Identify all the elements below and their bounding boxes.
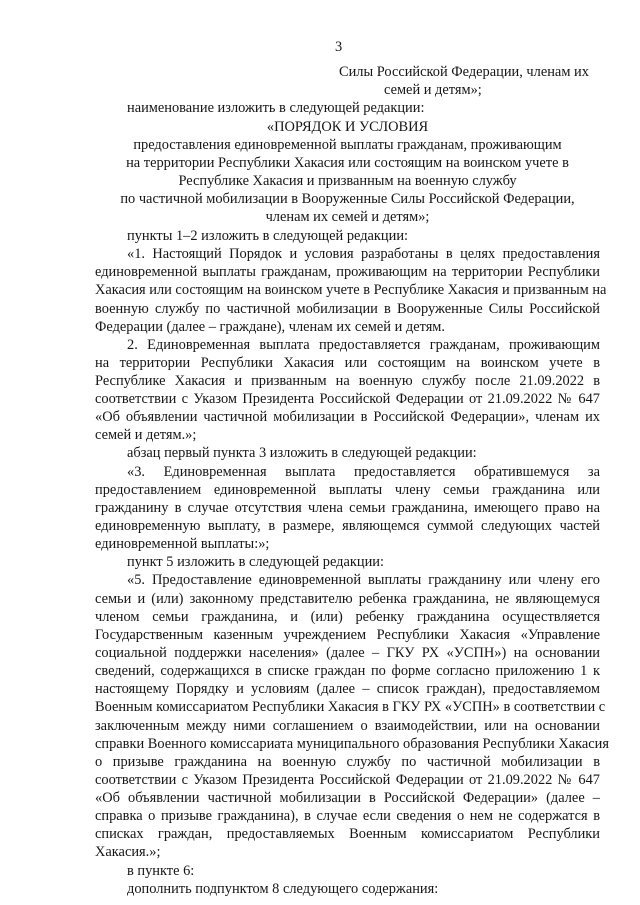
- point5-intro: пункт 5 изложить в следующей редакции:: [127, 554, 384, 570]
- point2-line: «Об объявлении частичной мобилизации в Российской Федерации», членам их: [95, 409, 600, 425]
- point3-line: гражданину в случае отсутствия члена семьи гражданина, имеющего право на: [95, 500, 600, 516]
- point5-line: членом семьи гражданина, и (или) ребенку гражданина осуществляется: [95, 609, 600, 625]
- point1-line: военную службу по частичной мобилизации в Вооруженные Силы Российской: [95, 301, 600, 317]
- point5-line: Государственным казенным учреждением Республики Хакасия «Управление: [95, 627, 600, 643]
- point3-intro: абзац первый пункта 3 изложить в следующей редакции:: [127, 445, 477, 461]
- title-line: «ПОРЯДОК И УСЛОВИЯ: [266, 119, 429, 135]
- point3-line: «3. Единовременная выплата предоставляется обратившемуся за: [127, 464, 600, 480]
- page-number: 3: [335, 39, 343, 55]
- point6-add: дополнить подпунктом 8 следующего содержания:: [127, 881, 439, 897]
- point5-line: Хакасия.»;: [95, 844, 161, 860]
- point3-line: единовременную выплату, в размере, являющемся суммой следующих частей: [95, 518, 600, 534]
- point2-line: соответствии с Указом Президента Российской Федерации от 21.09.2022 № 647: [95, 391, 600, 407]
- point5-line: Военным комиссариатом Республики Хакасия в ГКУ РХ «УСПН» в соответствии с: [95, 699, 606, 715]
- point3-line: единовременной выплаты:»;: [95, 536, 270, 552]
- point5-line: соответствии с Указом Президента Российской Федерации от 21.09.2022 № 647: [95, 772, 600, 788]
- point2-line: на территории Республики Хакасия или состоящим на воинском учете в: [95, 355, 600, 371]
- point1-line: «1. Настоящий Порядок и условия разработаны в целях предоставления: [127, 246, 600, 262]
- point5-line: «5. Предоставление единовременной выплаты гражданину или члену его: [127, 572, 600, 588]
- point1-line: единовременной выплаты гражданам, проживающим на территории Республики: [95, 264, 600, 280]
- title-line: предоставления единовременной выплаты гражданам, проживающим: [133, 137, 562, 153]
- heading-tail-line: семей и детям»;: [384, 82, 482, 98]
- name-intro: наименование изложить в следующей редакции:: [127, 100, 425, 116]
- point5-line: «Об объявлении частичной мобилизации в Российской Федерации» (далее –: [95, 790, 600, 806]
- title-line: по частичной мобилизации в Вооруженные Силы Российской Федерации,: [120, 191, 575, 207]
- point3-line: предоставлением единовременной выплаты члену семьи гражданина или: [95, 482, 600, 498]
- point2-line: семей и детям.»;: [95, 427, 197, 443]
- point5-line: о призыве гражданина на военную службу по частичной мобилизации в: [95, 754, 600, 770]
- title-line: на территории Республики Хакасия или состоящим на воинском учете в: [126, 155, 569, 171]
- point5-line: справки Военного комиссариата муниципального образования Республики Хакасия: [95, 736, 609, 752]
- title-line: Республике Хакасия и призванным на военную службу: [178, 173, 517, 189]
- points-intro: пункты 1–2 изложить в следующей редакции:: [127, 228, 409, 244]
- point5-line: семьи и (или) законному представителю ребенка гражданина, не являющемуся: [95, 591, 600, 607]
- heading-tail-line: Силы Российской Федерации, членам их: [339, 64, 589, 80]
- point1-line: Хакасия или состоящим на воинском учете в Республике Хакасия и призванным на: [95, 282, 607, 298]
- point5-line: справка о призыве гражданина), в случае если сведения о нем не содержатся в: [95, 808, 600, 824]
- point5-line: социальной поддержки населения» (далее – ГКУ РХ «УСПН») на основании: [95, 645, 600, 661]
- point1-line: Федерации (далее – граждане), членам их семей и детям.: [95, 319, 446, 335]
- point5-line: настоящему Порядку и условиям (далее – список граждан), предоставляемом: [95, 681, 600, 697]
- title-line: членам их семей и детям»;: [265, 209, 430, 225]
- point2-line: Республике Хакасия и призванным на военную службу после 21.09.2022 в: [95, 373, 600, 389]
- point5-line: заключенным между ними соглашением о взаимодействии, или на основании: [95, 718, 600, 734]
- point6-intro: в пункте 6:: [127, 863, 195, 879]
- point5-line: списках граждан, предоставляемых Военным комиссариатом Республики: [95, 826, 600, 842]
- point5-line: сведений, содержащихся в списке граждан по форме согласно приложению 1 к: [95, 663, 600, 679]
- point2-line: 2. Единовременная выплата предоставляется гражданам, проживающим: [127, 337, 600, 353]
